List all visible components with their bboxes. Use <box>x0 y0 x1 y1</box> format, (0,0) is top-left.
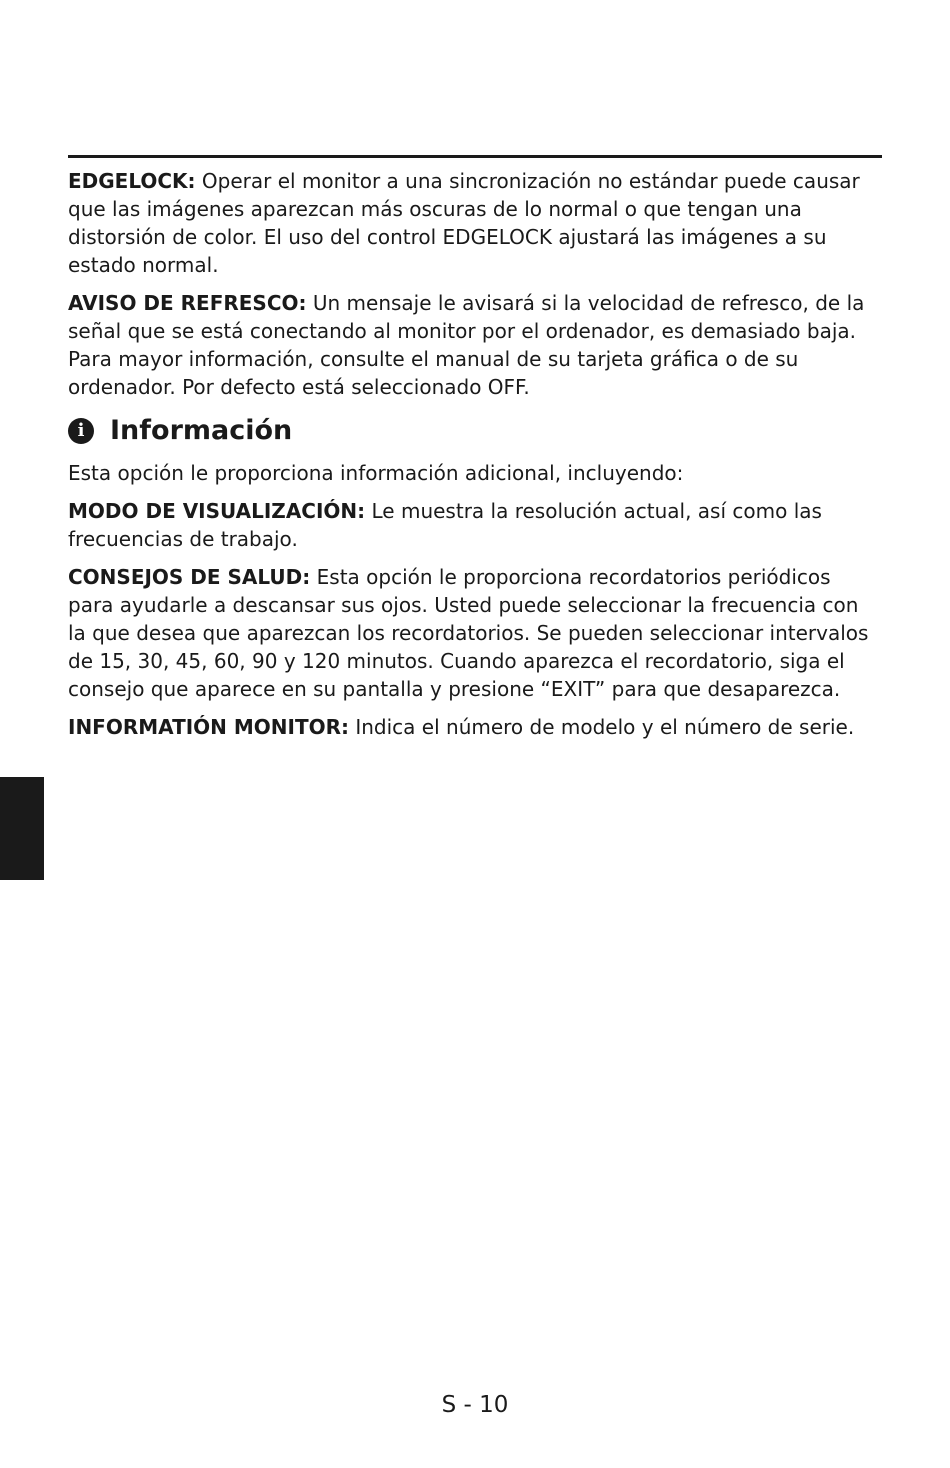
display-mode-paragraph <box>68 497 882 553</box>
monitor-info-paragraph <box>68 713 882 741</box>
display-mode-term: MODO DE VISUALIZACIÓN: <box>68 499 366 523</box>
info-icon: i <box>68 418 94 444</box>
page-content <box>68 167 882 751</box>
section-intro: Esta opción le proporciona información adicional, incluyendo: <box>68 461 684 485</box>
section-title: Información <box>110 415 293 446</box>
refresh-notice-paragraph <box>68 289 882 401</box>
edgelock-paragraph <box>68 167 882 279</box>
monitor-info-term: INFORMATIÓN MONITOR: <box>68 715 349 739</box>
section-tab-marker <box>0 777 44 880</box>
refresh-notice-term: AVISO DE REFRESCO: <box>68 291 307 315</box>
section-heading <box>68 413 882 449</box>
edgelock-text: Operar el monitor a una sincronización no estándar puede causar que las imágenes aparezcan más oscuras de lo normal o que tengan una distorsión de color. El uso del control EDGELOCK ajustará las imágenes a su estado normal. <box>68 169 860 277</box>
top-rule <box>68 155 882 158</box>
edgelock-term: EDGELOCK: <box>68 169 196 193</box>
health-tips-paragraph <box>68 563 882 703</box>
refresh-notice-text: Un mensaje le avisará si la velocidad de refresco, de la señal que se está conectando al monitor por el ordenador, es demasiado baja. Para mayor información, consulte el manual de su tarjeta gráfica o de su ordenador. Por defecto está seleccionado OFF. <box>68 291 865 399</box>
health-tips-text: Esta opción le proporciona recordatorios periódicos para ayudarle a descansar sus ojos. Usted puede seleccionar la frecuencia con la que desea que aparezcan los recordatorios. Se pueden seleccionar intervalos de 15, 30, 45, 60, 90 y 120 minutos. Cuando aparezca el recordatorio, siga el consejo que aparece en su pantalla y presione “EXIT” para que desaparezca. <box>68 565 869 701</box>
monitor-info-text: Indica el número de modelo y el número de serie. <box>349 715 855 739</box>
display-mode-text: Le muestra la resolución actual, así como las frecuencias de trabajo. <box>68 499 822 551</box>
page-number: S - 10 <box>441 1392 509 1418</box>
health-tips-term: CONSEJOS DE SALUD: <box>68 565 311 589</box>
